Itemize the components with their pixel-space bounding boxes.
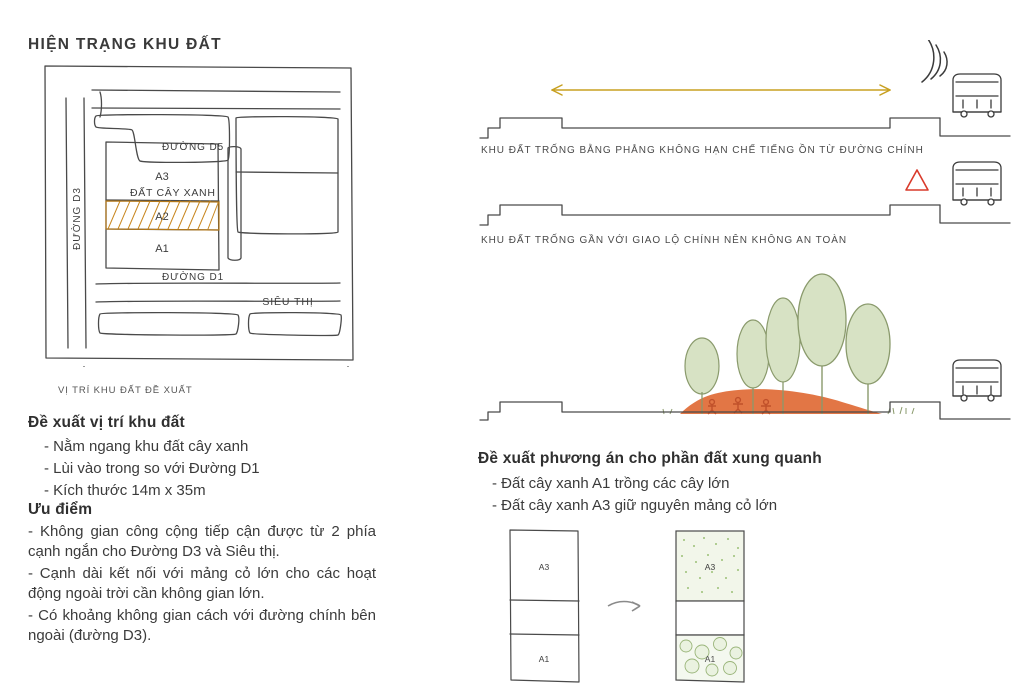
surrounding-heading: Đề xuất phương án cho phần đất xung quanh <box>478 450 822 467</box>
site-plan-diagram <box>40 62 360 367</box>
plan-label-a3: A3 <box>155 171 169 183</box>
plan-caption: VỊ TRÍ KHU ĐẤT ĐỀ XUẤT <box>58 385 193 396</box>
page-title: HIỆN TRẠNG KHU ĐẤT <box>28 36 222 53</box>
plan-label-a1: A1 <box>155 243 169 255</box>
scene-flat-lot-caption: KHU ĐẤT TRỐNG BẰNG PHẲNG KHÔNG HẠN CHẾ TIẾNG ỒN TỪ ĐƯỜNG CHÍNH <box>481 145 924 156</box>
surrounding-item-2: - Đất cây xanh A3 giữ nguyên mảng cỏ lớn <box>492 497 778 514</box>
plan-label-green: ĐẤT CÂY XANH <box>130 187 216 199</box>
bus-icon <box>953 360 1001 401</box>
proposal-heading: Đề xuất vị trí khu đất <box>28 414 185 431</box>
proposal-item-3: - Kích thước 14m x 35m <box>44 482 206 499</box>
scene-flat-lot <box>470 40 1020 145</box>
after-label-a3: A3 <box>704 562 716 572</box>
scene-unsafe-lot-caption: KHU ĐẤT TRỐNG GẦN VỚI GIAO LỘ CHÍNH NÊN KHÔNG AN TOÀN <box>481 235 848 246</box>
bus-icon <box>953 74 1001 117</box>
double-arrow-icon <box>552 85 890 95</box>
noise-waves-icon <box>922 40 947 82</box>
advantage-item-2: - Cạnh dài kết nối với mảng cỏ lớn cho các hoạt động ngoài trời cần không gian lớn. <box>28 564 376 603</box>
plan-label-road-bottom: ĐƯỜNG D1 <box>162 272 225 283</box>
plan-label-road-top: ĐƯỜNG D5 <box>162 142 225 153</box>
plan-label-a2: A2 <box>155 211 169 223</box>
plan-label-supermarket: SIÊU THỊ <box>262 296 314 308</box>
before-after-diagram <box>480 522 800 692</box>
advantages-heading: Ưu điểm <box>28 501 93 518</box>
advantage-item-1: - Không gian công cộng tiếp cận được từ 2 phía cạnh ngắn cho Đường D3 và Siêu thị. <box>28 523 376 561</box>
transform-arrow-icon <box>608 602 640 612</box>
before-label-a1: A1 <box>538 654 550 664</box>
bus-icon <box>953 162 1001 205</box>
scene-unsafe-lot <box>470 160 1020 232</box>
proposal-item-1: - Nằm ngang khu đất cây xanh <box>44 438 249 455</box>
scene-trees <box>470 262 1020 427</box>
surrounding-item-1: - Đất cây xanh A1 trồng các cây lớn <box>492 475 730 492</box>
proposal-item-2: - Lùi vào trong so với Đường D1 <box>44 460 260 477</box>
advantages-list <box>28 522 376 647</box>
advantage-item-3: - Có khoảng không gian cách với đường chính bên ngoài (đường D3). <box>28 606 376 644</box>
plan-label-road-left: ĐƯỜNG D3 <box>72 187 83 250</box>
after-label-a1: A1 <box>704 654 716 664</box>
warning-triangle-icon <box>906 170 928 190</box>
before-label-a3: A3 <box>538 562 550 572</box>
